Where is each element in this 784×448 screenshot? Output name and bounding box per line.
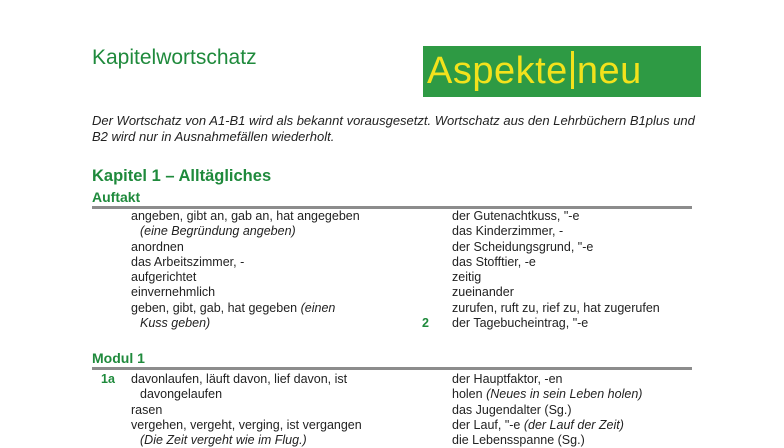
section-heading-auftakt: Auftakt xyxy=(92,189,141,205)
logo-text-neu: neu xyxy=(576,50,642,92)
intro-text: Der Wortschatz von A1-B1 wird als bekannt vorausgesetzt. Wortschatz aus den Lehrbüchern B1plus und B2 wird nur in Ausnahmefällen wiederholt. xyxy=(92,113,695,144)
auftakt-left-column xyxy=(131,209,360,331)
vocab-entry: rasen xyxy=(131,402,163,417)
page-title: Kapitelwortschatz xyxy=(92,46,257,69)
chapter-heading: Kapitel 1 – Alltägliches xyxy=(92,167,272,185)
vocab-entry xyxy=(452,387,642,402)
vocab-entry: davonlaufen, läuft davon, lief davon, ist xyxy=(131,372,348,386)
vocab-example: (Die Zeit vergeht wie im Flug.) xyxy=(140,433,307,448)
vocab-entry: anordnen xyxy=(131,239,184,254)
vocab-entry: der Scheidungsgrund, "-e xyxy=(452,239,594,254)
vocab-entry-text: der Lauf, "-e xyxy=(452,417,521,432)
section-heading-modul-1: Modul 1 xyxy=(92,350,145,366)
vocab-entry xyxy=(131,301,360,316)
modul1-left-column xyxy=(131,372,362,448)
vocab-example: (eine Begründung angeben) xyxy=(140,224,296,239)
vocab-entry: zueinander xyxy=(452,285,514,300)
vocab-example: Kuss geben) xyxy=(140,316,211,331)
logo-text-aspekte: Aspekte xyxy=(427,50,568,92)
vocab-entry: das Arbeitszimmer, - xyxy=(131,254,245,269)
vocab-entry: einvernehmlich xyxy=(131,285,216,300)
vocab-entry: aufgerichtet xyxy=(131,270,197,285)
vocab-example: (der Lauf der Zeit) xyxy=(523,417,624,432)
vocab-entry: das Jugendalter (Sg.) xyxy=(452,402,572,417)
exercise-number: 1a xyxy=(101,372,115,386)
vocab-example: (Neues in sein Leben holen) xyxy=(486,387,643,402)
vocab-example: (einen xyxy=(300,300,336,315)
exercise-number: 2 xyxy=(422,316,429,330)
vocab-entry: der Tagebucheintrag, "-e xyxy=(452,316,589,331)
vocab-entry: das Kinderzimmer, - xyxy=(452,224,564,239)
auftakt-right-column xyxy=(452,209,660,331)
vocab-entry: die Lebensspanne (Sg.) xyxy=(452,433,585,448)
vocab-entry: angeben, gibt an, gab an, hat angegeben xyxy=(131,209,360,223)
vocab-entry: das Stofftier, -e xyxy=(452,254,536,269)
vocab-entry: der Gutenachtkuss, "-e xyxy=(452,209,580,223)
vocab-entry: zurufen, ruft zu, rief zu, hat zugerufen xyxy=(452,300,660,315)
vocab-entry-text: geben, gibt, gab, hat gegeben xyxy=(131,300,298,315)
vocab-entry-text: holen xyxy=(452,387,483,402)
logo-divider xyxy=(571,51,574,89)
section-rule-modul-1 xyxy=(92,367,692,370)
vocab-entry: zeitig xyxy=(452,270,482,285)
vocab-entry: der Hauptfaktor, -en xyxy=(452,372,563,386)
vocab-entry-continued: davongelaufen xyxy=(140,387,223,402)
modul1-right-column xyxy=(452,372,642,448)
vocab-entry xyxy=(452,418,642,433)
vocab-entry: vergehen, vergeht, verging, ist vergangen xyxy=(131,417,362,432)
brand-logo xyxy=(423,46,701,97)
